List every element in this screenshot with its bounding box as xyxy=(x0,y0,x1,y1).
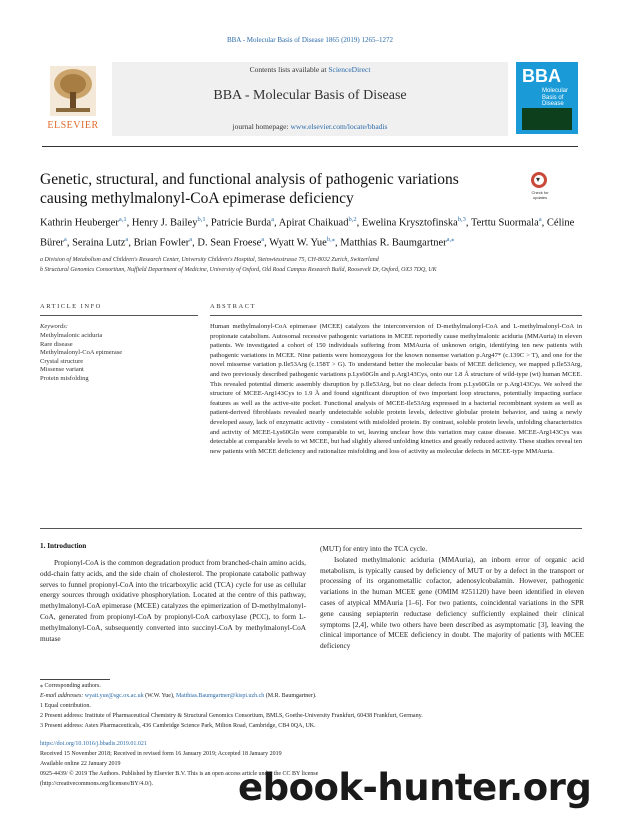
author-affiliation-marker[interactable]: a,⁎ xyxy=(446,235,455,243)
check-updates-label: Check for updates xyxy=(531,190,549,200)
intro-right-first-line: (MUT) for entry into the TCA cycle. xyxy=(320,544,428,553)
intro-right-paragraph: Isolated methylmalonic aciduria (MMAuria), an inborn error of organic acid metabolism, is typically caused by deficiency of MUT or by a defect in the transport or processing of its organometallic cofactor, adenosylcobalamin. However, pathogenic variations in the human MCEE gene (OMIM #251120) have been identified in eleven cases of atypical MMAuria [1–6]. For two patients, coincidental variations in the SPR gene causing sepiapterin reductase deficiency sufficiently explained their clinical symptoms [2,4], while two others have been described as asymptomatic [3], leaving the clinical importance of MCEE deficiency in doubt. The majority of patients with MCEE deficiency xyxy=(320,554,584,651)
author-name[interactable]: Patricie Burda xyxy=(210,217,272,229)
keyword[interactable]: Methylmalonyl-CoA epimerase xyxy=(40,349,123,357)
keywords-label: Keywords: xyxy=(40,323,68,330)
author-name[interactable]: Henry J. Bailey xyxy=(131,217,198,229)
email-label: E-mail addresses: xyxy=(40,693,85,699)
article-info-rule xyxy=(40,315,198,316)
article-info-heading: ARTICLE INFO xyxy=(40,303,102,310)
author-affiliation-marker[interactable]: a xyxy=(125,235,129,243)
keyword[interactable]: Crystal structure xyxy=(40,357,84,365)
affiliation-b: b Structural Genomics Consortium, Nuffield Department of Medicine, University of Oxford, Old Road Campus Research Build, Roosevelt Dr, Oxford, OX3 7DQ, UK xyxy=(40,267,437,273)
affiliation-a: a Division of Metabolism and Children's Research Center, University Children's Hospital, Steinwiesstrasse 75, CH-8032 Zurich, Switzerland xyxy=(40,257,379,263)
received-dates: Received 15 November 2018; Received in revised form 16 January 2019; Accepted 18 January 2019 xyxy=(40,751,282,757)
cover-image xyxy=(522,108,572,130)
contents-prefix: Contents lists available at xyxy=(249,65,329,74)
doi-url[interactable]: https://doi.org/10.1016/j.bbadis.2019.01.021 xyxy=(40,741,147,747)
doi-link xyxy=(40,740,580,750)
author-affiliation-marker[interactable]: a xyxy=(63,235,67,243)
publisher-name: ELSEVIER xyxy=(47,120,99,131)
footnote-rule xyxy=(40,679,110,680)
homepage-prefix: journal homepage: xyxy=(232,122,291,131)
author-name[interactable]: Céline Bürer xyxy=(40,217,575,248)
author-affiliation-marker[interactable]: a xyxy=(261,235,265,243)
cover-subtitle: Molecular Basis of Disease xyxy=(542,88,569,108)
footnote-1: 1 Equal contribution. xyxy=(40,703,91,709)
footnote-emails xyxy=(40,692,580,702)
abstract-rule xyxy=(210,315,582,316)
email1-name: (W.W. Yue), xyxy=(143,693,176,699)
elsevier-tree-icon xyxy=(50,66,96,116)
abstract-heading: ABSTRACT xyxy=(210,303,256,310)
available-online: Available online 22 January 2019 xyxy=(40,761,121,767)
author-name[interactable]: Terttu Suormala xyxy=(470,217,539,229)
author-list: Kathrin Heuberger$^{a,1}$, Henry J. Bailey$^{b,1}$, Patricie Burda$^a$, Apirat Chaikuad$^{b,2}$, Ewelina Krysztofinska$^{b,3}$, Terttu Suormala$^a$, Céline Bürer$^a$, Seraina Lutz$^a$, Brian Fowler$^a$, D. Sean Froese$^a$, Wyatt W. Yue$^{b,⁎}$, Matthias R. Baumgartner$^{a,⁎}$ xyxy=(40,216,575,248)
author-affiliation-marker[interactable]: a xyxy=(538,216,542,223)
email-link-baumgartner[interactable]: Matthias.Baumgartner@kispi.uzh.ch xyxy=(175,693,265,699)
footnote-3: 3 Present address: Astex Pharmaceuticals, 436 Cambridge Science Park, Milton Road, Cambridge, CB4 0QA, UK. xyxy=(40,723,316,729)
author-name[interactable]: Seraina Lutz xyxy=(72,237,126,248)
intro-heading: 1. Introduction xyxy=(40,542,87,550)
article-title: Genetic, structural, and functional analysis of pathogenic variations causing methylmalonyl-CoA epimerase deficiency xyxy=(40,171,459,207)
author-name[interactable]: Kathrin Heuberger xyxy=(40,217,119,229)
keyword[interactable]: Rare disease xyxy=(40,340,73,348)
elsevier-logo[interactable] xyxy=(42,62,104,134)
email2-name: (M.R. Baumgartner). xyxy=(264,693,317,699)
license-line-1: 0925-4439/ © 2019 The Authors. Published by Elsevier B.V. This is an open access article under the CC BY license xyxy=(40,771,319,777)
bookmark-icon: ▾ xyxy=(536,175,541,184)
journal-header xyxy=(42,62,578,142)
keyword[interactable]: Protein misfolding xyxy=(40,374,89,382)
abstract-text: Human methylmalonyl-CoA epimerase (MCEE) catalyzes the interconversion of D-methylmalonyl-CoA and L-methylmalonyl-CoA in propionate catabolism. Autosomal recessive pathogenic variations in MCEE reportedly cause methylmalonic aciduria (MMAuria) in eleven patients. We investigated a cohort of 150 individuals suffering from MMAuria of unknown origin, identifying ten new patients with pathogenic variations in MCEE. Nine patients were homozygous for the known nonsense variation p.Arg47* (c.139C > T), and one for the novel missense variation p.Ile53Arg (c.158T > G). To understand better the molecular basis of MCEE deficiency, we mapped p.Ile53Arg, and two previously described pathogenic variations p.Lys60Gln and p.Arg143Cys, onto our 1.8 Å structure of wild-type (wt) human MCEE. This revealed potential dimeric assembly disruption by p.Ile53Arg, but no clear defects from p.Lys60Gln or p.Arg143Cys. We solved the structure of MCEE-Arg143Cys to 1.9 Å and found significant disruption of two important loop structures, potentially impacting surface features as well as the active-site pocket. Functional analysis of MCEE-Ile53Arg expressed in a bacterial recombinant system as well as patient-derived fibroblasts revealed nearly undetectable soluble protein levels, defective globular protein behavior, and using a newly developed assay, lack of enzymatic activity - consistent with misfolded protein. By contrast, soluble protein levels, unfolding characteristics and activity of MCEE-Lys60Gln were comparable to wt, leaving unclear how this variation may cause disease. MCEE-Arg143Cys was detectable at comparable levels to wt MCEE, but had slightly altered unfolding kinetics and greatly reduced activity. These studies reveal ten new patients with MCEE deficiency and rationalize misfolding and loss of activity as molecular defects in MCEE-type MMAuria. xyxy=(210,323,582,455)
author-name[interactable]: Ewelina Krysztofinska xyxy=(361,217,458,229)
author-affiliation-marker[interactable]: b,⁎ xyxy=(326,235,335,243)
homepage-line xyxy=(112,122,508,131)
author-affiliation-marker[interactable]: b,2 xyxy=(348,216,357,223)
check-for-updates-badge[interactable] xyxy=(527,172,553,202)
sciencedirect-link[interactable]: ScienceDirect xyxy=(328,65,371,74)
footnote-corresponding: ⁎ Corresponding authors. xyxy=(40,683,101,689)
author-affiliation-marker[interactable]: b,3 xyxy=(457,216,466,223)
author-affiliation-marker[interactable]: b,1 xyxy=(197,216,206,223)
author-affiliation-marker[interactable]: a xyxy=(271,216,275,223)
watermark: ebook-hunter.org xyxy=(238,766,592,809)
intro-right-column xyxy=(320,544,584,652)
keywords-list xyxy=(40,332,200,384)
keyword[interactable]: Methylmalonic aciduria xyxy=(40,332,103,339)
abstract-bottom-rule xyxy=(40,528,582,529)
cover-title: BBA xyxy=(522,66,561,86)
author-name[interactable]: Brian Fowler xyxy=(133,237,190,248)
keyword[interactable]: Missense variant xyxy=(40,366,84,374)
license-line-2[interactable]: (http://creativecommons.org/licenses/BY/4.0/). xyxy=(40,781,154,787)
journal-title: BBA - Molecular Basis of Disease xyxy=(213,88,407,103)
author-affiliation-marker[interactable]: a,1 xyxy=(118,216,127,223)
email-link-yue[interactable]: wyatt.yue@sgc.ox.ac.uk xyxy=(84,693,144,699)
journal-cover[interactable] xyxy=(516,62,578,134)
journal-citation[interactable]: BBA - Molecular Basis of Disease 1865 (2019) 1265–1272 xyxy=(226,36,394,44)
author-name[interactable]: Apirat Chaikuad xyxy=(278,217,349,229)
intro-left-column: Propionyl-CoA is the common degradation product from branched-chain amino acids, odd-chain fatty acids, and the side chain of cholesterol. The propionate catabolic pathway serves to funnel propionyl-CoA into the tricarboxylic acid (TCA) cycle for use as cellular energy sources through oxidative phosphorylation. Located at the centre of this pathway, methylmalonyl-CoA epimerase (MCEE) catalyzes the epimerization of D-methylmalonyl-CoA, generated from propionyl-CoA by propionyl-CoA carboxylase (PCC), to form L-methylmalonyl-CoA, subsequently converted into succinyl-CoA by methylmalonyl-CoA mutase xyxy=(40,558,306,643)
header-rule xyxy=(42,146,578,147)
journal-banner xyxy=(112,62,508,136)
author-name[interactable]: Matthias R. Baumgartner xyxy=(340,237,447,248)
homepage-link[interactable]: www.elsevier.com/locate/bbadis xyxy=(290,122,388,131)
author-name[interactable]: Wyatt W. Yue xyxy=(269,237,327,248)
author-affiliation-marker[interactable]: a xyxy=(189,235,193,243)
contents-line xyxy=(112,65,508,74)
footnote-2: 2 Present address: Institute of Pharmaceutical Chemistry & Structural Genomics Consortium, BMLS, Goethe-University Frankfurt, 60438 Frankfurt, Germany. xyxy=(40,713,423,719)
author-name[interactable]: D. Sean Froese xyxy=(197,237,262,248)
